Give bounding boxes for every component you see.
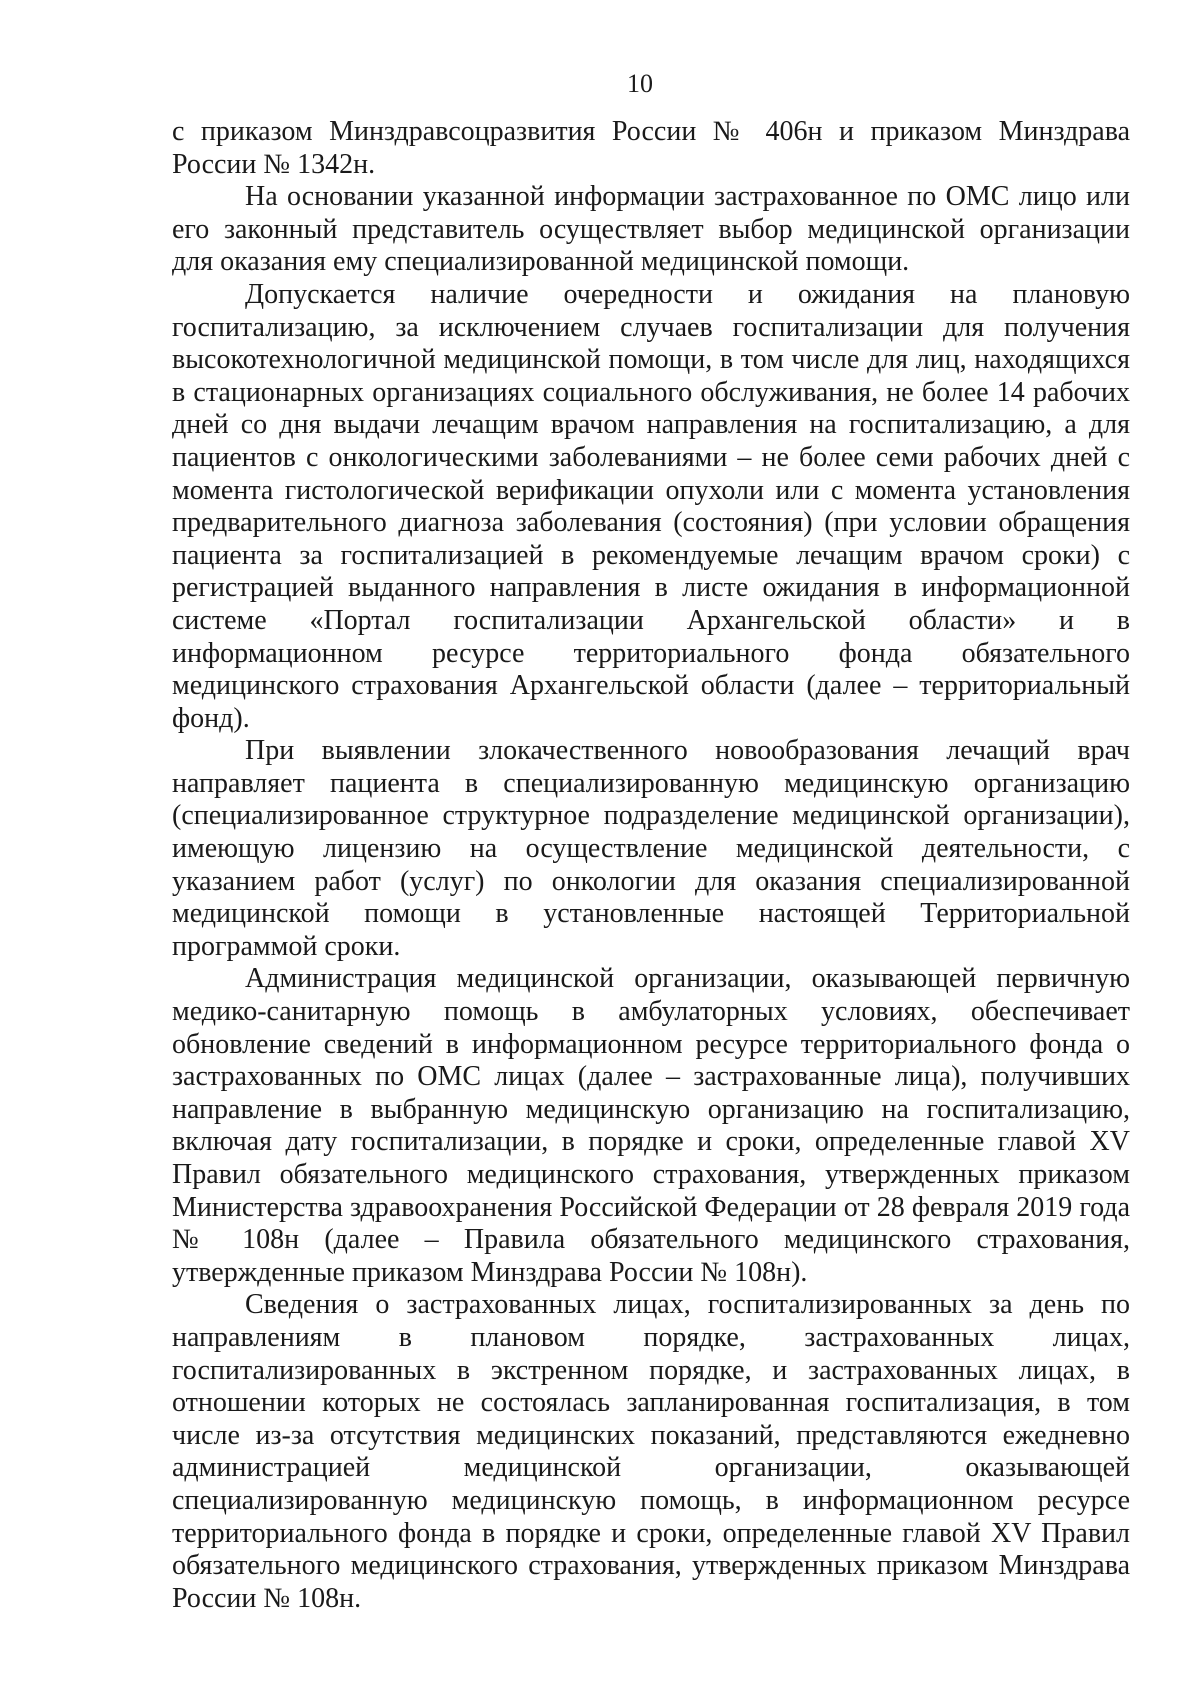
- paragraph-1: с приказом Минздравсоцразвития России № 406н и приказом Минздрава России № 1342н.: [172, 116, 1130, 180]
- paragraph-4: При выявлении злокачественного новообразования лечащий врач направляет пациента в специализированную медицинскую организацию (специализированное структурное подразделение медицинской организации), имеющую лицензию на осуществление медицинской деятельности, с указанием работ (услуг) по онкологии для оказания специализированной медицинской помощи в установленные настоящей Территориальной программой сроки.: [172, 735, 1130, 962]
- paragraph-3: Допускается наличие очередности и ожидания на плановую госпитализацию, за исключением случаев госпитализации для получения высокотехнологичной медицинской помощи, в том числе для лиц, находящихся в стационарных организациях социального обслуживания, не более 14 рабочих дней со дня выдачи лечащим врачом направления на госпитализацию, а для пациентов с онкологическими заболеваниями – не более семи рабочих дней с момента гистологической верификации опухоли или с момента установления предварительного диагноза заболевания (состояния) (при условии обращения пациента за госпитализацией в рекомендуемые лечащим врачом сроки) с регистрацией выданного направления в листе ожидания в информационной системе «Портал госпитализации Архангельской области» и в информационном ресурсе территориального фонда обязательного медицинского страхования Архангельской области (далее – территориальный фонд).: [172, 278, 1130, 734]
- paragraph-6: Сведения о застрахованных лицах, госпитализированных за день по направлениям в плановом порядке, застрахованных лицах, госпитализированных в экстренном порядке, и застрахованных лицах, в отношении которых не состоялась запланированная госпитализация, в том числе из-за отсутствия медицинских показаний, представляются ежедневно администрацией медицинской организации, оказывающей специализированную медицинскую помощь, в информационном ресурсе территориального фонда в порядке и сроки, определенные главой XV Правил обязательного медицинского страхования, утвержденных приказом Минздрава России № 108н.: [172, 1289, 1130, 1614]
- page-number: 10: [627, 69, 653, 98]
- paragraph-5: Администрация медицинской организации, оказывающей первичную медико-санитарную помощь в амбулаторных условиях, обеспечивает обновление сведений в информационном ресурсе территориального фонда о застрахованных по ОМС лицах (далее – застрахованные лица), получивших направление в выбранную медицинскую организацию на госпитализацию, включая дату госпитализации, в порядке и сроки, определенные главой XV Правил обязательного медицинского страхования, утвержденных приказом Министерства здравоохранения Российской Федерации от 28 февраля 2019 года № 108н (далее – Правила обязательного медицинского страхования, утвержденные приказом Минздрава России № 108н).: [172, 963, 1130, 1288]
- document-body: [172, 116, 1130, 1615]
- paragraph-2: На основании указанной информации застрахованное по ОМС лицо или его законный представитель осуществляет выбор медицинской организации для оказания ему специализированной медицинской помощи.: [172, 181, 1130, 278]
